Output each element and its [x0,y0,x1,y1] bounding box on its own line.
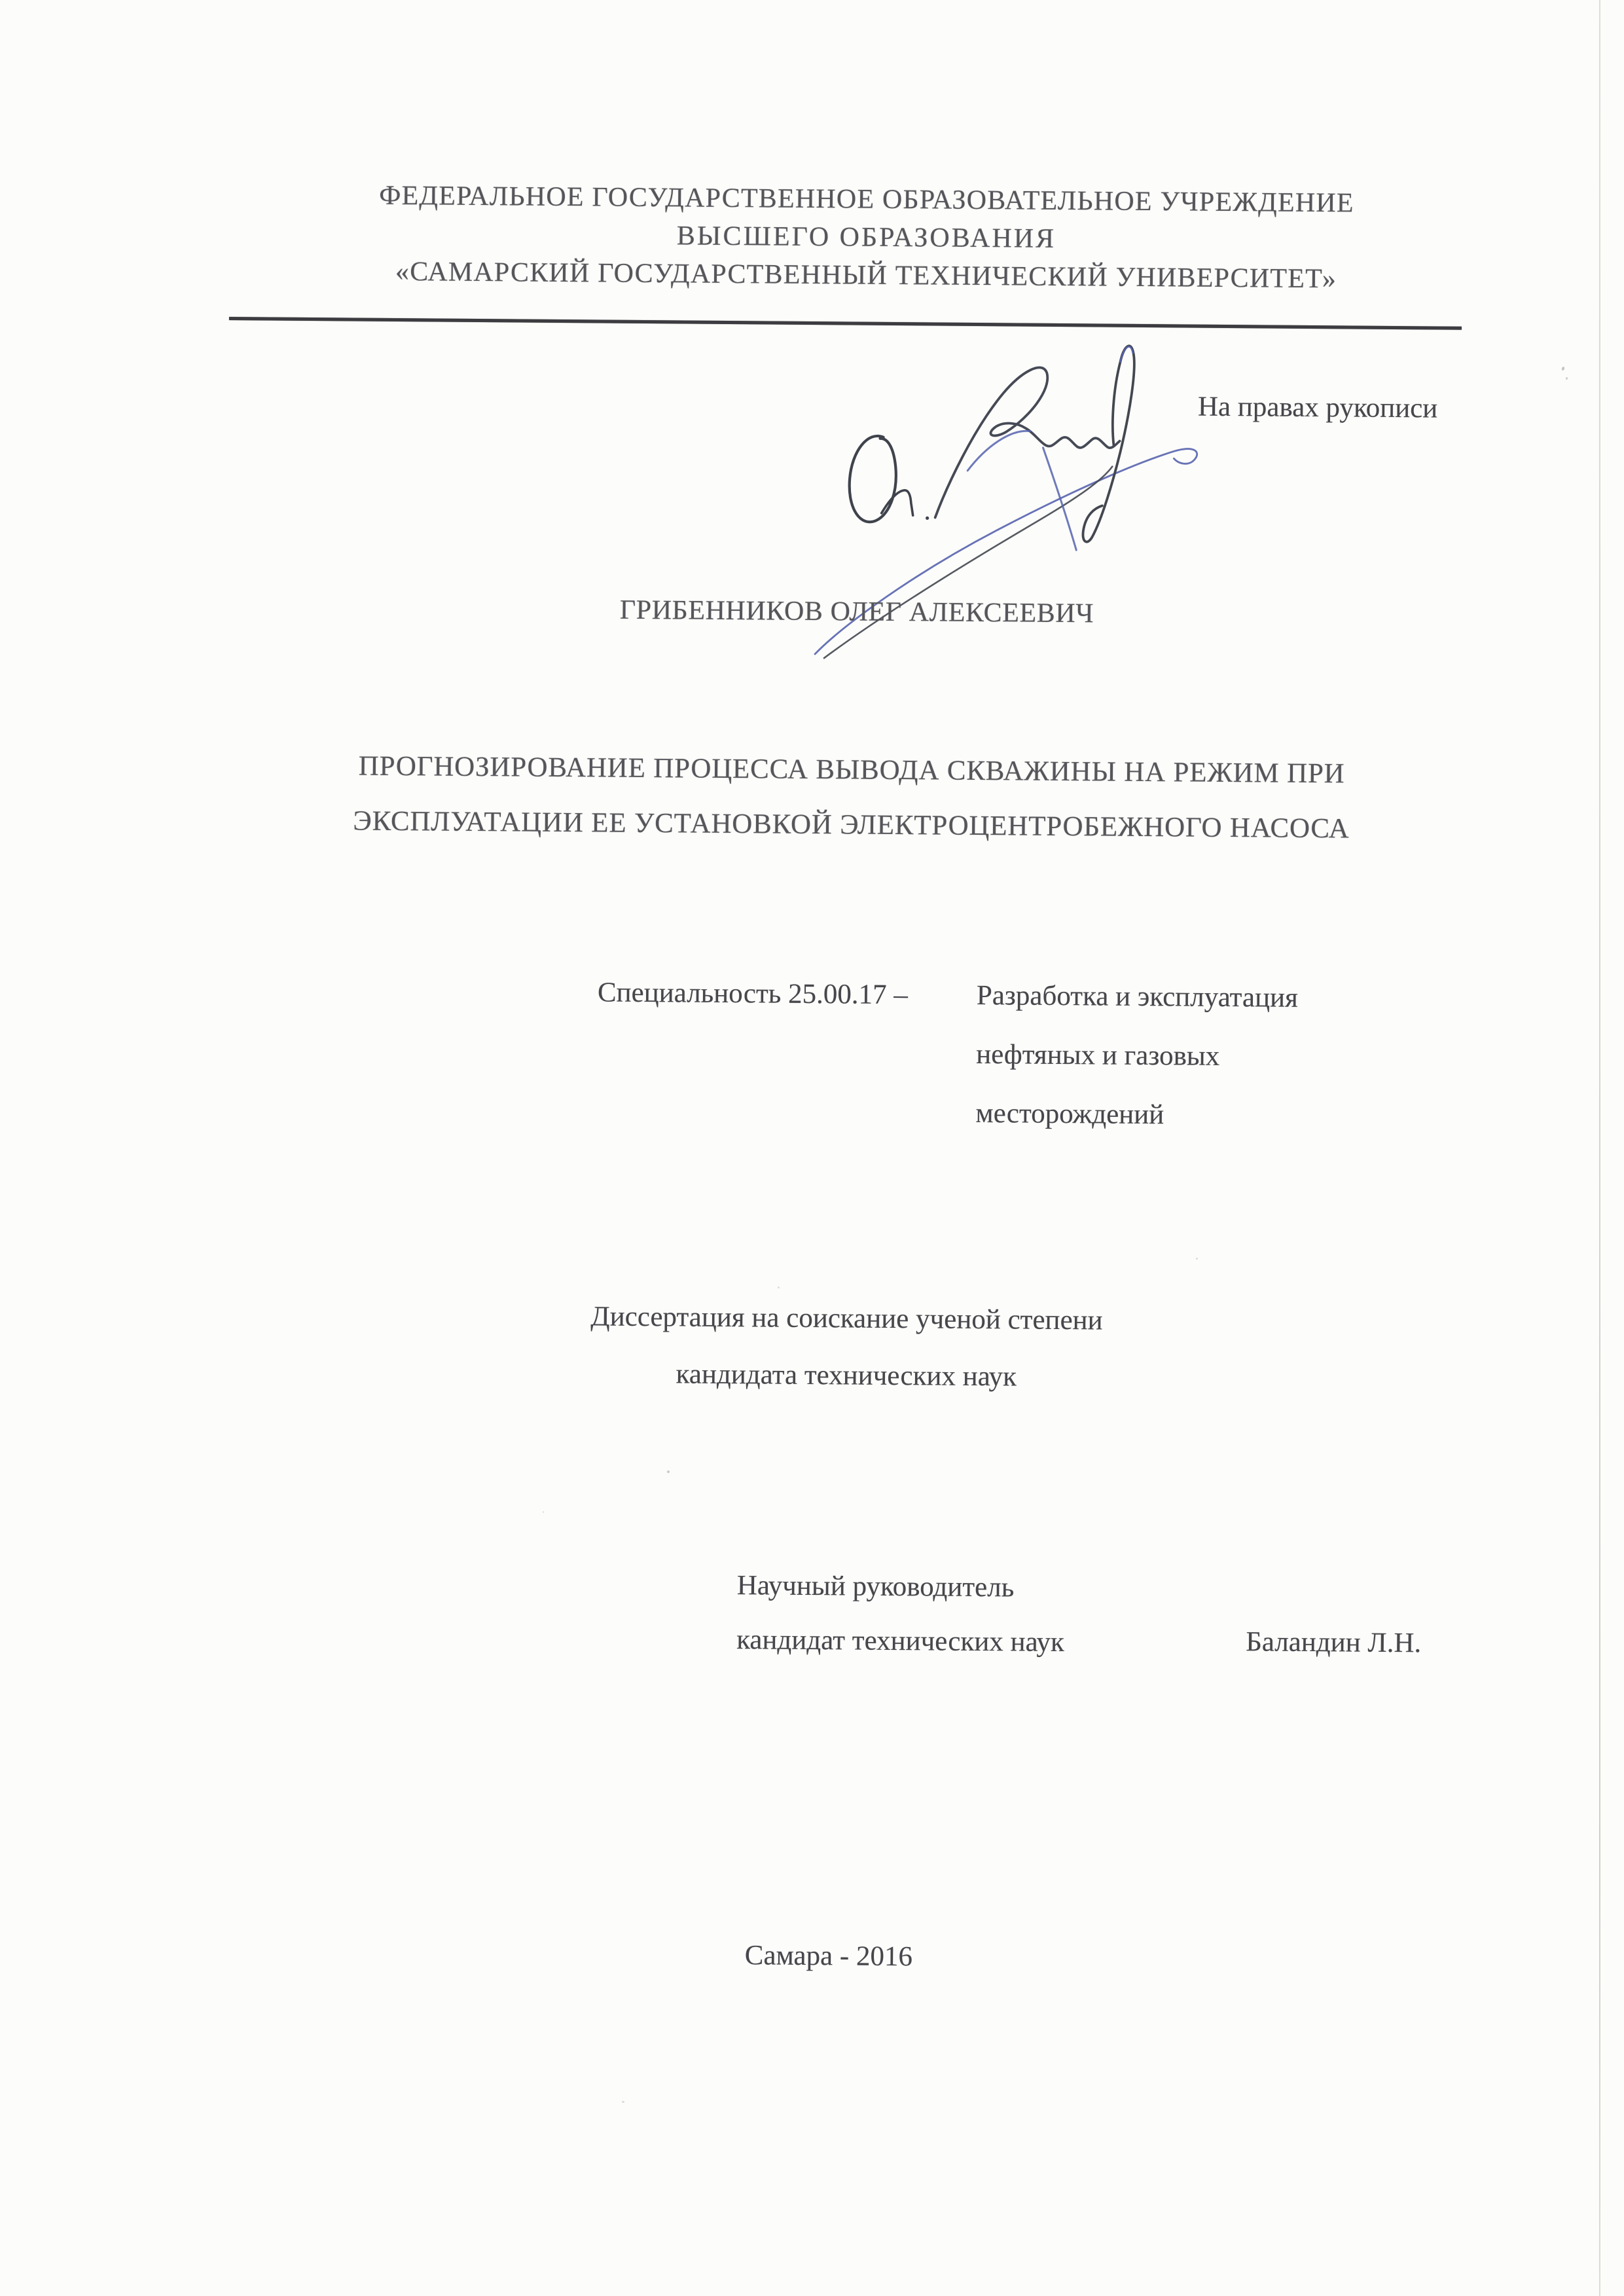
specialty-value-line-2: нефтяных и газовых [976,1038,1220,1072]
dissertation-title-line-1: ПРОГНОЗИРОВАНИЕ ПРОЦЕССА ВЫВОДА СКВАЖИНЫ НА РЕЖИМ ПРИ [358,750,1345,790]
scan-speck [543,1511,544,1513]
supervisor-label: Научный руководитель [736,1570,1015,1603]
supervisor-degree: кандидат технических наук [736,1624,1065,1658]
institution-line-2: ВЫСШЕГО ОБРАЗОВАНИЯ [676,221,1056,254]
author-name: ГРИБЕННИКОВ ОЛЕГ АЛЕКСЕЕВИЧ [619,594,1094,629]
scan-speck [622,2101,624,2103]
degree-statement-line-2: кандидата технических наук [676,1358,1017,1393]
scan-speck [667,1470,670,1473]
scanner-edge-artifact [1599,0,1600,2296]
institution-line-1: ФЕДЕРАЛЬНОЕ ГОСУДАРСТВЕННОЕ ОБРАЗОВАТЕЛЬНОЕ УЧРЕЖДЕНИЕ [378,180,1354,219]
institution-line-3: «САМАРСКИЙ ГОСУДАРСТВЕННЫЙ ТЕХНИЧЕСКИЙ УНИВЕРСИТЕТ» [395,256,1337,295]
manuscript-rights-note: На правах рукописи [1197,391,1438,424]
specialty-value-line-1: Разработка и эксплуатация [976,980,1299,1013]
dissertation-title-line-2: ЭКСПЛУАТАЦИИ ЕЕ УСТАНОВКОЙ ЭЛЕКТРОЦЕНТРОБЕЖНОГО НАСОСА [353,805,1350,845]
scan-speck [778,1286,780,1288]
specialty-value-line-3: месторождений [975,1097,1164,1131]
institution-header [54,174,1624,301]
specialty-label: Специальность 25.00.17 – [597,977,909,1011]
degree-statement-line-1: Диссертация на соискание ученой степени [590,1301,1103,1336]
header-divider-rule [229,317,1462,330]
supervisor-name: Баландин Л.Н. [1245,1626,1422,1659]
city-year: Самара - 2016 [744,1940,913,1973]
scan-speck [1566,377,1568,380]
scan-speck [1196,1258,1198,1260]
